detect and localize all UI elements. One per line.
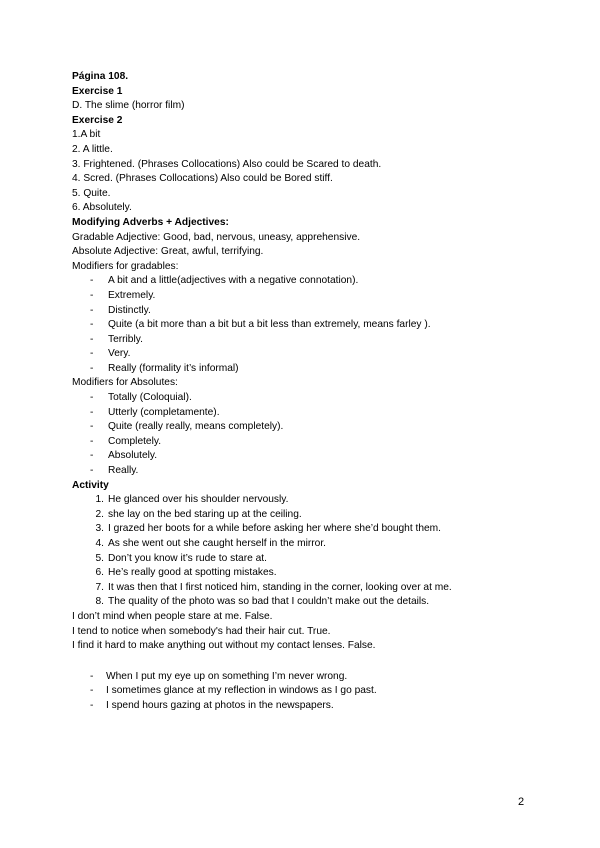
activity-item: 6. He’s really good at spotting mistakes.: [95, 567, 277, 579]
exercise2-answer: 5. Quite.: [72, 187, 111, 199]
final-item: - I spend hours gazing at photos in the newspapers.: [72, 699, 542, 714]
activity-statement: I find it hard to make anything out without my contact lenses. False.: [72, 640, 376, 652]
blank-line: [72, 654, 542, 670]
exercise2-answer: 1.A bit: [72, 129, 101, 141]
absolute-adjectives: Absolute Adjective: Great, awful, terrifying.: [72, 246, 264, 258]
exercise2-answer: 2. A little.: [72, 143, 113, 155]
exercise2-title: Exercise 2: [72, 114, 123, 126]
activity-item: 8. The quality of the photo was so bad that I couldn’t make out the details.: [95, 596, 430, 608]
activity-item: 1. He glanced over his shoulder nervously.: [95, 494, 289, 506]
gradable-modifier-item: - Terribly.: [72, 333, 542, 348]
gradable-modifiers-title: Modifiers for gradables:: [72, 260, 179, 272]
activity-item: 3. I grazed her boots for a while before asking her where she’d bought them.: [95, 523, 441, 535]
activity-item-text: He glanced over his shoulder nervously.: [108, 494, 289, 506]
exercise2-answer: 6. Absolutely.: [72, 202, 132, 214]
gradable-modifier-item: - Really (formality it’s informal): [72, 362, 542, 377]
exercise2-answer: 3. Frightened. (Phrases Collocations) Also could be Scared to death.: [72, 158, 382, 170]
activity-item-text: The quality of the photo was so bad that I couldn’t make out the details.: [108, 596, 430, 608]
absolute-modifiers-title: Modifiers for Absolutes:: [72, 377, 178, 389]
gradable-modifier-item: - Extremely.: [72, 289, 542, 304]
page-heading: Página 108.: [72, 71, 129, 82]
gradable-modifier-item: - A bit and a little(adjectives with a negative connotation).: [72, 274, 542, 289]
page-number: 2: [518, 796, 525, 808]
activity-item-text: I grazed her boots for a while before asking her where she’d bought them.: [108, 523, 441, 535]
absolute-modifier-item: - Completely.: [72, 435, 542, 450]
activity-item-text: As she went out she caught herself in the mirror.: [108, 538, 327, 549]
activity-item-text: Don’t you know it’s rude to stare at.: [108, 552, 267, 564]
absolute-modifier-item: - Totally (Coloquial).: [72, 391, 542, 406]
activity-item-text: she lay on the bed staring up at the ceiling.: [108, 508, 302, 520]
exercise1-title: Exercise 1: [72, 85, 123, 97]
activity-item: 2. she lay on the bed staring up at the ceiling.: [95, 508, 302, 520]
exercise1-answer: D. The slime (horror film): [72, 100, 185, 112]
activity-item: 7. It was then that I first noticed him, standing in the corner, looking over at me.: [95, 581, 452, 593]
final-item: - I sometimes glance at my reflection in windows as I go past.: [72, 684, 542, 699]
gradable-modifier-item: - Quite (a bit more than a bit but a bit less than extremely, means farley ).: [72, 318, 542, 333]
activity-statement: I tend to notice when somebody's had their hair cut. True.: [72, 625, 331, 637]
activity-title: Activity: [72, 479, 109, 491]
activity-item: 5. Don’t you know it’s rude to stare at.: [95, 552, 267, 564]
absolute-modifier-item: - Absolutely.: [72, 449, 542, 464]
gradable-modifier-item: - Very.: [72, 347, 542, 362]
absolute-modifier-item: - Quite (really really, means completely).: [72, 420, 542, 435]
exercise2-answer: 4. Scred. (Phrases Collocations) Also could be Bored stiff.: [72, 173, 333, 185]
activity-item-text: He’s really good at spotting mistakes.: [108, 567, 277, 579]
activity-item-text: It was then that I first noticed him, standing in the corner, looking over at me.: [108, 581, 452, 593]
absolute-modifier-item: - Utterly (completamente).: [72, 406, 542, 421]
gradable-adjectives: Gradable Adjective: Good, bad, nervous, uneasy, apprehensive.: [72, 231, 361, 243]
gradable-modifier-item: - Distinctly.: [72, 304, 542, 319]
modifying-title: Modifying Adverbs + Adjectives:: [72, 216, 229, 228]
activity-statement: I don’t mind when people stare at me. False.: [72, 610, 273, 622]
document-body: [72, 70, 542, 714]
activity-item: 4. As she went out she caught herself in the mirror.: [95, 538, 327, 549]
final-item: - When I put my eye up on something I’m never wrong.: [72, 670, 542, 685]
absolute-modifier-item: - Really.: [72, 464, 542, 479]
